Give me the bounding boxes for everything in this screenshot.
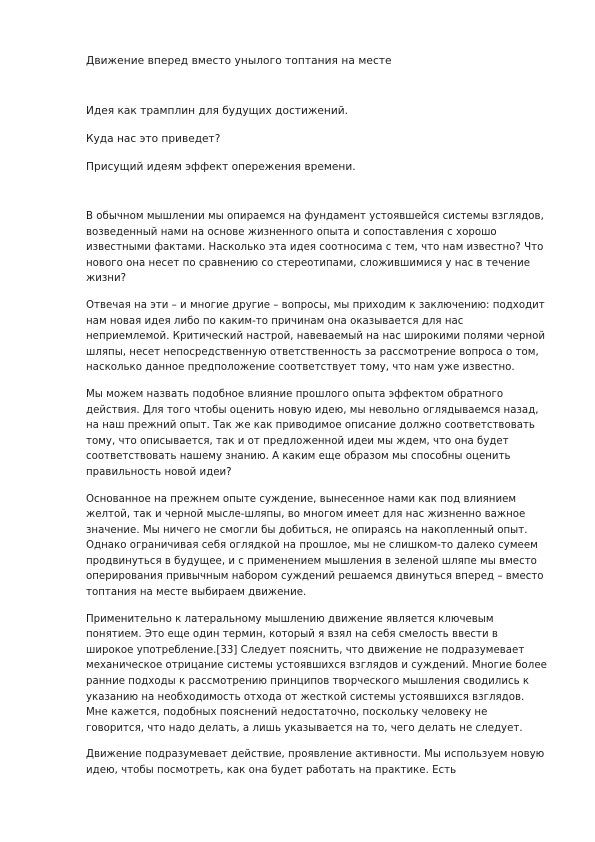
document-body (86, 53, 548, 790)
intro-line-1: Идея как трамплин для будущих достижений. (86, 105, 348, 117)
section-spacer (86, 187, 548, 209)
paragraph-3: Мы можем назвать подобное влияние прошлого опыта эффектом обратного действия. Для того чтобы оценить новую идею, мы невольно оглядываемся назад, на наш прежний опыт. Так же как приводимое описание должно соответствовать тому, что описывается, так и от предложенной идеи мы ждем, что она будет соответствовать нашему знанию. А каким еще образом мы способны оценить правильность новой идеи? (86, 388, 539, 478)
paragraph-2: Отвечая на эти – и многие другие – вопросы, мы приходим к заключению: подходит нам новая идея либо по каким-то причинам она оказывается для нас неприемлемой. Критический настрой, навеваемый на нас широкими полями черной шляпы, несет непосредственную ответственность за рассмотрение вопроса о том, насколько данное предположение соответствует тому, что нам уже известно. (86, 299, 546, 374)
intro-line-2: Куда нас это приведет? (86, 133, 221, 145)
paragraph-4: Основанное на прежнем опыте суждение, вынесенное нами как под влиянием желтой, так и черной мысле-шляпы, во многом имеет для нас жизненно важное значение. Мы ничего не смогли бы добиться, не опираясь на накопленный опыт. Однако ограничивая себя оглядкой на прошлое, мы не слишком-то далеко сумеем продвинуться в будущее, и с применением мышления в зеленой шляпе мы вместо оперирования привычным набором суждений решаемся двинуться вперед – вместо топтания на месте выбираем движение. (86, 493, 544, 599)
document-title: Движение вперед вместо унылого топтания на месте (86, 55, 392, 67)
intro-line-3: Присущий идеям эффект опережения времени. (86, 161, 356, 173)
paragraph-6: Движение подразумевает действие, проявление активности. Мы используем новую идею, чтобы посмотреть, как она будет работать на практике. Есть (86, 749, 545, 776)
paragraph-1: В обычном мышлении мы опираемся на фундамент устоявшейся системы взглядов, возведенный нами на основе жизненного опыта и сопоставления с хорошо известными фактами. Насколько эта идея соотносима с тем, что нам известно? Что нового она несет по сравнению со стереотипами, сложившимися у нас в течение жизни? (86, 211, 544, 285)
paragraph-5: Применительно к латеральному мышлению движение является ключевым понятием. Это еще один термин, который я взял на себя смелость ввести в широкое употребление.[33] Следует пояснить, что движение не подразумевает механическое отрицание системы устоявшихся взглядов и суждений. Многие более ранние подходы к рассмотрению принципов творческого мышления сводились к указанию на необходимость отхода от жесткой системы устоявшихся взглядов. Мне кажется, подобных пояснений недостаточно, поскольку человеку не говорится, что надо делать, а лишь указывается на то, чего делать не следует. (86, 613, 547, 734)
